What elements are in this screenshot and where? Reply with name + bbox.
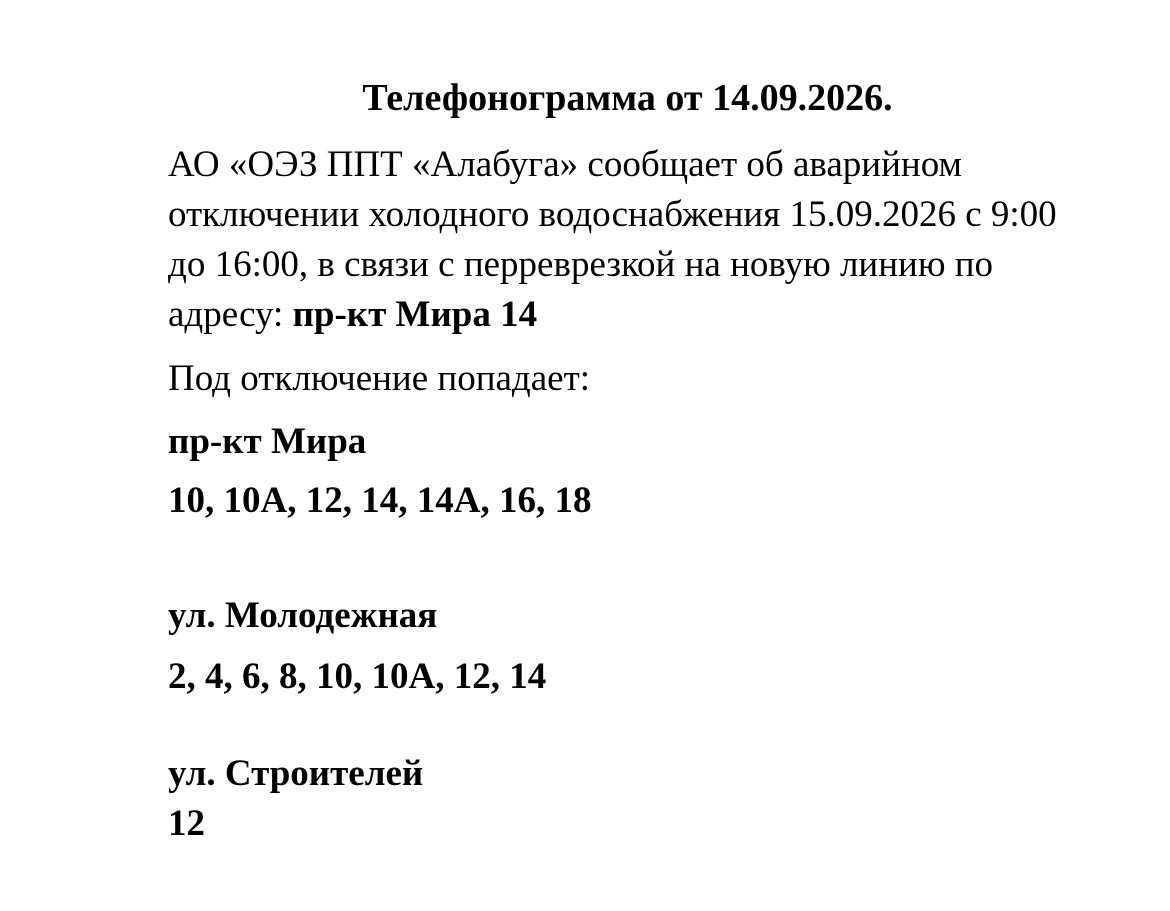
- street-name: пр-кт Мира: [168, 421, 367, 462]
- message-address: пр-кт Мира 14: [292, 294, 538, 335]
- street-houses: 10, 10А, 12, 14, 14А, 16, 18: [168, 480, 592, 521]
- street-houses: 12: [168, 803, 205, 844]
- document-title: Телефонограмма от 14.09.2026.: [362, 77, 893, 119]
- street-houses: 2, 4, 6, 8, 10, 10А, 12, 14: [168, 656, 547, 697]
- street-name: ул. Молодежная: [168, 595, 438, 636]
- affected-intro: Под отключение попадает:: [168, 358, 591, 399]
- message-paragraph: [168, 140, 1098, 340]
- message-text: АО «ОЭЗ ППТ «Алабуга» сообщает об аварийном отключении холодного водоснабжения 15.09.2026 с 9:00 до 16:00, в связи с перреврезкой на новую линию по адресу:: [168, 144, 1057, 335]
- street-name: ул. Строителей: [168, 753, 424, 794]
